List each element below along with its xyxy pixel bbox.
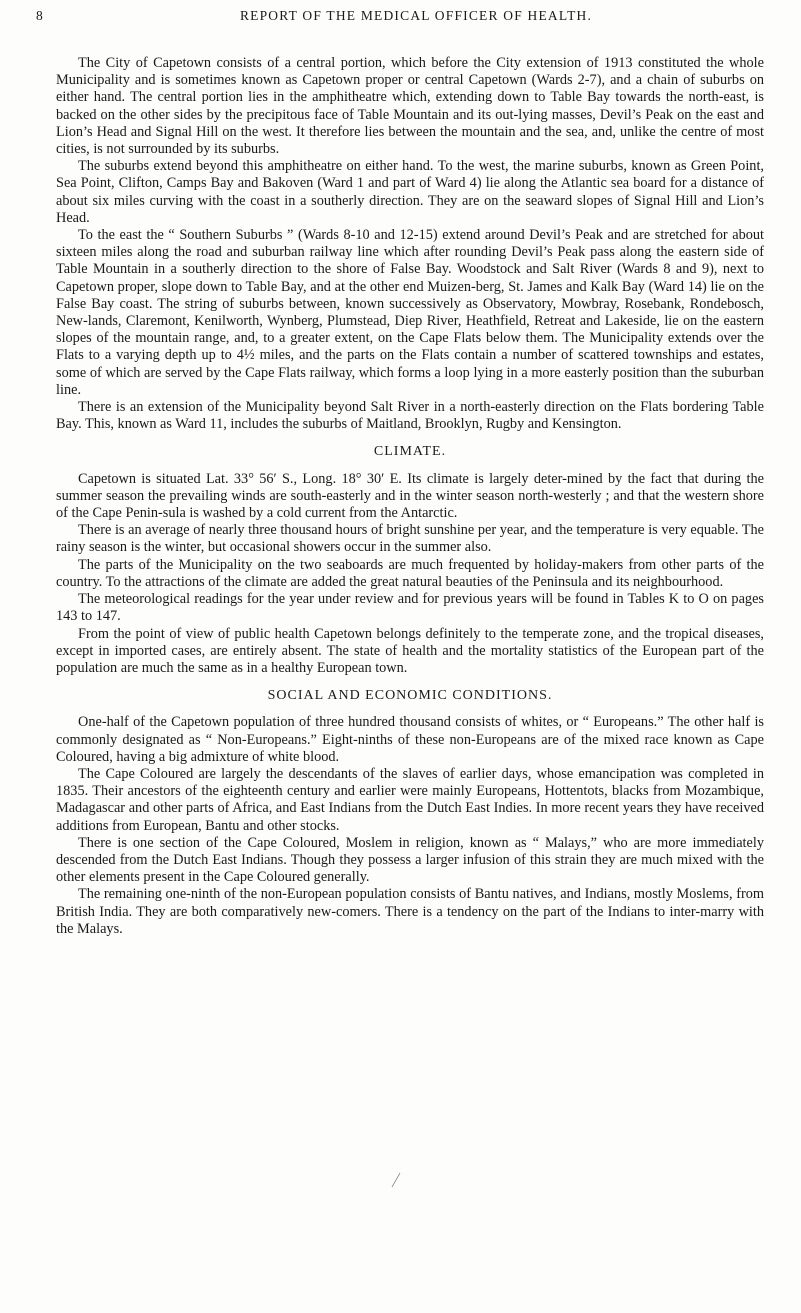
- paragraph: The parts of the Municipality on the two seaboards are much frequented by holiday-makers from other parts of the country. To the attractions of the climate are added the great natural beauties of the Peninsula and its neighbourhood.: [56, 556, 764, 590]
- paragraph: To the east the “ Southern Suburbs ” (Wards 8-10 and 12-15) extend around Devil’s Peak and are stretched for about sixteen miles along the road and suburban railway line which after rounding Devil’s Peak pass along the eastern side of Table Mountain in a southerly direction to the shore of False Bay. Woodstock and Salt River (Wards 8 and 9), next to Capetown proper, slope down to Table Bay, and at the other end Muizen-berg, St. James and Kalk Bay (Ward 14) lie on the False Bay coast. The string of suburbs between, known successively as Observatory, Mowbray, Rosebank, Rondebosch, New-lands, Claremont, Kenilworth, Wynberg, Plumstead, Diep River, Heathfield, Retreat and Lakeside, lie on the eastern slopes of the mountain range, and, to a greater extent, on the Cape Flats below them. The Municipality extends over the Flats to a varying depth up to 4½ miles, and the parts on the Flats contain a number of scattered townships and estates, some of which are served by the Cape Flats railway, which forms a loop lying in a more easterly position than the suburban line.: [56, 227, 764, 398]
- running-head: [36, 8, 776, 28]
- stray-pencil-mark: [391, 1172, 401, 1188]
- climate-section: [56, 443, 764, 677]
- paragraph: From the point of view of public health Capetown belongs definitely to the temperate zone, and the tropical diseases, except in imported cases, are entirely absent. The state of health and the mortality statistics of the European part of the population are much the same as in a healthy European town.: [56, 625, 764, 676]
- paragraph: There is one section of the Cape Coloured, Moslem in religion, known as “ Malays,” who are more immediately descended from the Dutch East Indians. Though they possess a larger infusion of this strain they are much mixed with the other elements present in the Cape Coloured generally.: [56, 834, 764, 886]
- paragraph: There is an extension of the Municipality beyond Salt River in a north-easterly direction on the Flats bordering Table Bay. This, known as Ward 11, includes the suburbs of Maitland, Brooklyn, Rugby and Kensington.: [56, 399, 764, 433]
- paragraph: One-half of the Capetown population of three hundred thousand consists of whites, or “ Europeans.” The other half is commonly designated as “ Non-Europeans.” Eight-ninths of these non-Europeans are of the mixed race known as Cape Coloured, having a big admixture of white blood.: [56, 714, 764, 765]
- paragraph: The suburbs extend beyond this amphitheatre on either hand. To the west, the marine suburbs, known as Green Point, Sea Point, Clifton, Camps Bay and Bakoven (Ward 1 and part of Ward 4) lie along the Atlantic sea board for a distance of about six miles curving with the coast in a southerly direction. They are on the seaward slopes of Signal Hill and Lion’s Head.: [56, 158, 764, 226]
- paragraph: The meteorological readings for the year under review and for previous years will be found in Tables K to O on pages 143 to 147.: [56, 591, 764, 625]
- paragraph: The Cape Coloured are largely the descendants of the slaves of earlier days, whose emancipation was completed in 1835. Their ancestors of the eighteenth century and earlier were mainly Europeans, Hottentots, blacks from Mozambique, Madagascar and other parts of Africa, and East Indians from the Dutch East Indies. In more recent years they have received additions from European, Bantu and other stocks.: [56, 765, 764, 834]
- section-heading-social: SOCIAL AND ECONOMIC CONDITIONS.: [267, 688, 553, 704]
- running-title: REPORT OF THE MEDICAL OFFICER OF HEALTH.: [239, 8, 593, 23]
- paragraph: The remaining one-ninth of the non-European population consists of Bantu natives, and Indians, mostly Moslems, from British India. They are both comparatively new-comers. There is a tendency on the part of the Indians to inter-marry with the Malays.: [56, 886, 764, 937]
- intro-section: [56, 55, 764, 433]
- paragraph: There is an average of nearly three thousand hours of bright sunshine per year, and the temperature is very equable. The rainy season is the winter, but occasional showers occur in the summer also.: [56, 522, 764, 556]
- paragraph: The City of Capetown consists of a central portion, which before the City extension of 1913 constituted the whole Municipality and is sometimes known as Capetown proper or central Capetown (Wards 2-7), and a chain of suburbs on either hand. The central portion lies in the amphitheatre which, extending down to Table Bay towards the north-east, is backed on the other sides by the precipitous face of Table Mountain and its out-lying masses, Devil’s Peak on the east and Lion’s Head and Signal Hill on the west. It therefore lies between the mountain and the sea, and, unlike the centre of most cities, is not surrounded by its suburbs.: [56, 55, 764, 158]
- page-number: 8: [36, 8, 44, 23]
- paragraph: Capetown is situated Lat. 33° 56′ S., Long. 18° 30′ E. Its climate is largely deter-mined by the fact that during the summer season the prevailing winds are south-easterly and in the winter season north-westerly ; and that the western shore of the Cape Penin-sula is washed by a cold current from the Antarctic.: [56, 470, 764, 522]
- body-text: [56, 55, 764, 938]
- social-section: [56, 687, 764, 938]
- section-heading-climate: CLIMATE.: [373, 444, 447, 460]
